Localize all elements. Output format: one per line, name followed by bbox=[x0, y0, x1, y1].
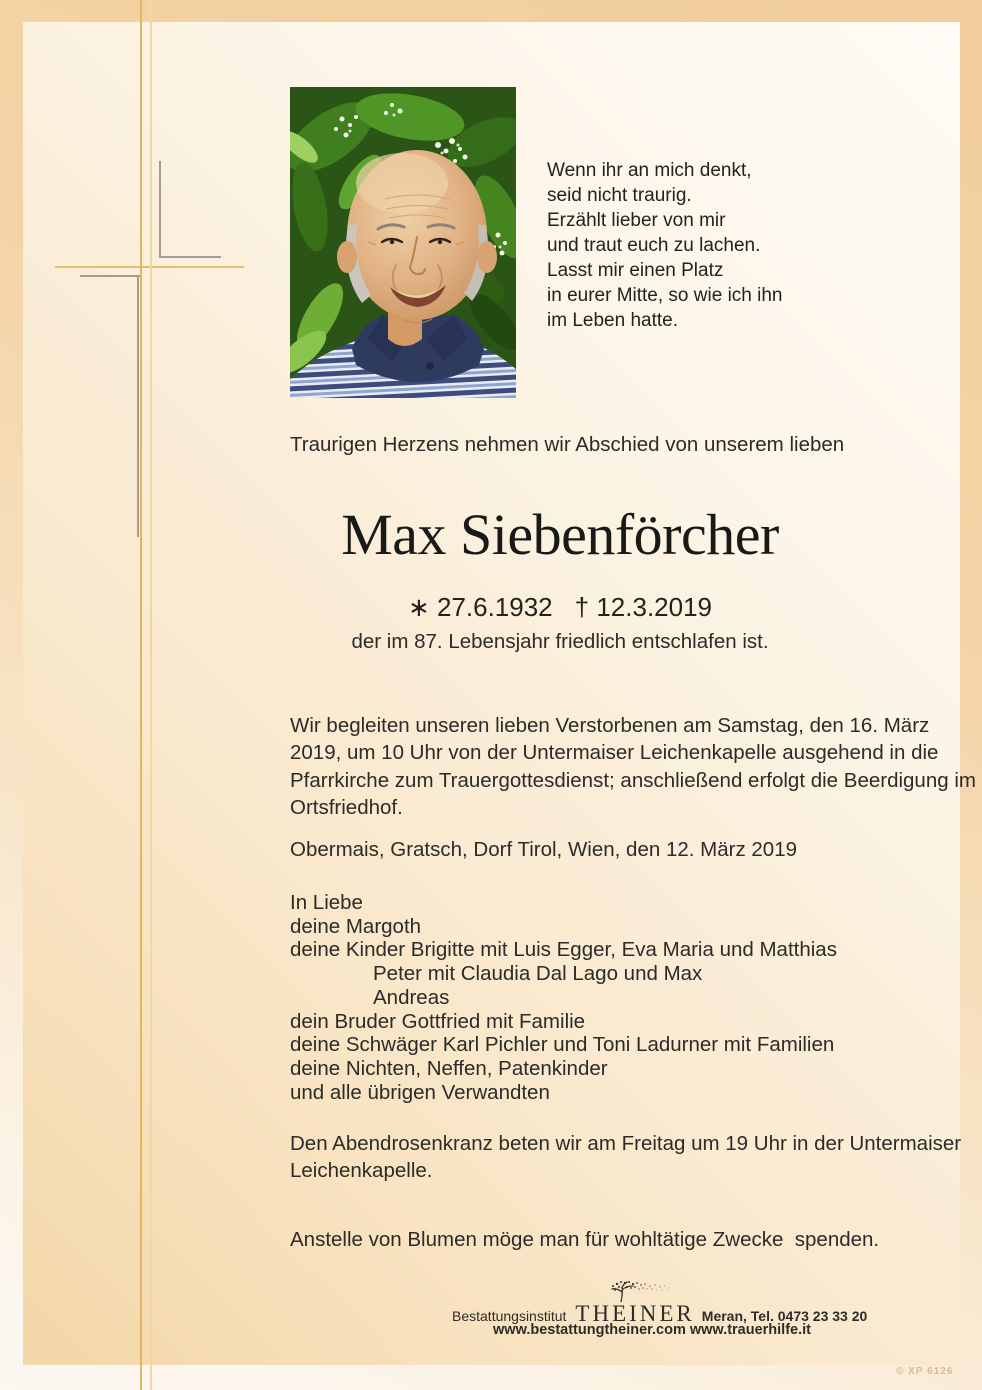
poem-line: in eurer Mitte, so wie ich ihn bbox=[547, 285, 783, 306]
funeral-home-brand: THEINER bbox=[575, 1301, 695, 1326]
funeral-line: 2019, um 10 Uhr von der Untermaiser Leichenkapelle ausgehend in die bbox=[290, 741, 939, 765]
cross-gray-line-bottom-left-horizontal bbox=[80, 275, 140, 277]
cross-vertical-gold-line-light bbox=[150, 0, 152, 1390]
poem-line: und traut euch zu lachen. bbox=[547, 235, 761, 256]
deceased-name: Max Siebenförcher bbox=[341, 502, 779, 567]
rosary-line: Leichenkapelle. bbox=[290, 1159, 433, 1183]
funeral-line: Wir begleiten unseren lieben Verstorbenen am Samstag, den 16. März bbox=[290, 714, 930, 737]
family-line: deine Nichten, Neffen, Patenkinder bbox=[290, 1056, 608, 1080]
rosary-announcement bbox=[290, 1130, 961, 1185]
birth-date: ∗ 27.6.1932 bbox=[407, 592, 553, 622]
mourning-family-list bbox=[290, 891, 837, 1104]
donation-request: Anstelle von Blumen möge man für wohltätige Zwecke spenden. bbox=[290, 1228, 880, 1251]
cross-gray-line-top-right-horizontal bbox=[159, 256, 221, 258]
death-date: † 12.3.2019 bbox=[574, 592, 713, 622]
poem-line: Erzählt lieber von mir bbox=[547, 210, 726, 231]
rosary-line: Den Abendrosenkranz beten wir am Freitag um 19 Uhr in der Untermaiser bbox=[290, 1132, 962, 1155]
farewell-intro: Traurigen Herzens nehmen wir Abschied von unserem lieben bbox=[290, 433, 845, 456]
life-dates bbox=[255, 592, 865, 623]
funeral-line: Ortsfriedhof. bbox=[290, 796, 403, 820]
family-line: dein Bruder Gottfried mit Familie bbox=[290, 1009, 586, 1033]
family-line: Andreas bbox=[373, 985, 450, 1009]
poem-line: im Leben hatte. bbox=[547, 310, 678, 331]
family-line: und alle übrigen Verwandten bbox=[290, 1080, 550, 1104]
portrait-photo bbox=[290, 87, 516, 398]
funeral-home-websites: www.bestattungtheiner.com www.trauerhilfe.it bbox=[493, 1322, 811, 1338]
place-date-line: Obermais, Gratsch, Dorf Tirol, Wien, den 12. März 2019 bbox=[290, 838, 797, 861]
portrait-illustration bbox=[290, 87, 516, 398]
family-line: In Liebe bbox=[290, 891, 363, 914]
funeral-announcement bbox=[290, 712, 976, 822]
funeral-home-contact: Meran, Tel. 0473 23 33 20 bbox=[701, 1308, 868, 1324]
cross-vertical-gold-line bbox=[140, 0, 142, 1390]
family-line: Peter mit Claudia Dal Lago und Max bbox=[373, 962, 703, 986]
funeral-line: Pfarrkirche zum Trauergottesdienst; anschließend erfolgt die Beerdigung im bbox=[290, 768, 976, 792]
family-line: deine Margoth bbox=[290, 914, 422, 938]
print-code-watermark: © XP 6126 bbox=[896, 1366, 954, 1377]
poem-line: Wenn ihr an mich denkt, bbox=[547, 160, 752, 181]
poem-line: seid nicht traurig. bbox=[547, 185, 692, 206]
shirt-button bbox=[426, 362, 434, 370]
tree-icon bbox=[607, 1280, 673, 1302]
funeral-home-prefix: Bestattungsinstitut bbox=[452, 1308, 567, 1324]
cross-gray-line-bottom-left-vertical bbox=[137, 275, 139, 537]
cross-gray-line-top-right-vertical bbox=[159, 161, 161, 257]
memorial-poem bbox=[547, 158, 783, 333]
family-line: deine Schwäger Karl Pichler und Toni Ladurner mit Familien bbox=[290, 1033, 835, 1057]
family-line: deine Kinder Brigitte mit Luis Egger, Eva Maria und Matthias bbox=[290, 938, 837, 962]
age-line: der im 87. Lebensjahr friedlich entschlafen ist. bbox=[351, 630, 769, 653]
poem-line: Lasst mir einen Platz bbox=[547, 260, 724, 281]
